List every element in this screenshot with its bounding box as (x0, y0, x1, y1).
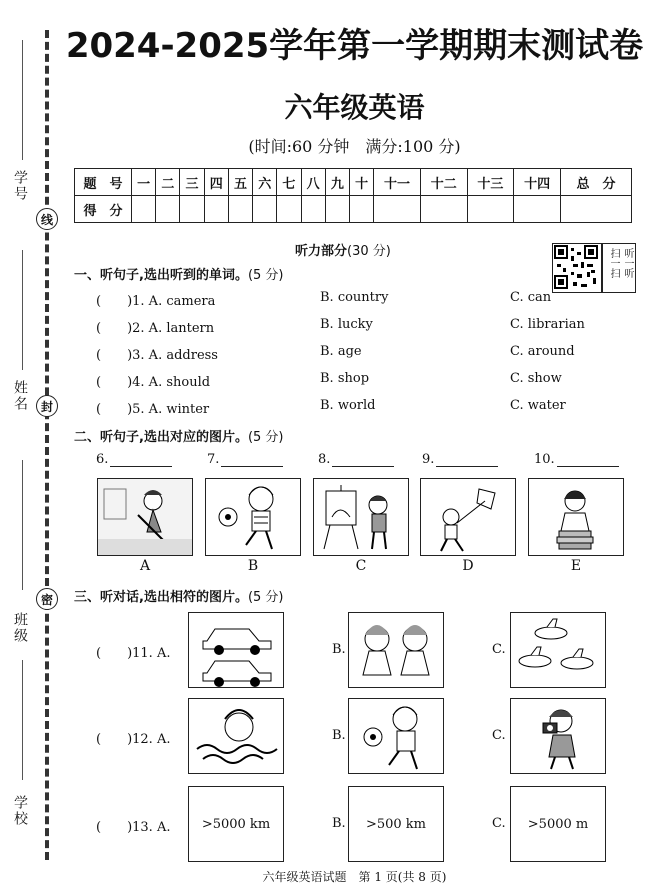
name-label: 姓名 (12, 380, 28, 412)
section2-points: (5 分) (247, 430, 284, 445)
question-option-c: C. water (510, 398, 566, 413)
exam-meta: (时间:60 分钟 满分:100 分) (248, 137, 461, 156)
score-cell[interactable] (514, 196, 561, 223)
blank-label: 7. (207, 452, 220, 467)
question-number-cell: 五 (228, 169, 252, 196)
listening-title: 听力部分 (295, 244, 348, 259)
score-cell[interactable] (467, 196, 514, 223)
picture-dolls (348, 612, 444, 688)
question-11-label: ( )11. A. (96, 646, 171, 661)
qr-code-icon (552, 243, 602, 293)
question-number-cell: 七 (277, 169, 301, 196)
question-option-b: B. age (320, 344, 362, 359)
blank-label: 8. (318, 452, 331, 467)
question-row (96, 290, 636, 308)
picture-cars (188, 612, 284, 688)
option-c-label: C. (492, 728, 506, 743)
field-line (22, 250, 23, 370)
exam-subject: 六年级英语 (284, 91, 425, 124)
answer-blank[interactable] (318, 452, 394, 467)
answer-blank[interactable] (534, 452, 619, 467)
field-line (22, 460, 23, 590)
score-cell[interactable] (132, 196, 156, 223)
score-cell[interactable] (228, 196, 252, 223)
question-number-cell: 十四 (514, 169, 561, 196)
score-cell[interactable] (349, 196, 373, 223)
scan-hint-text: 扫一扫 (608, 248, 619, 278)
question-option-a: ( )5. A. winter (96, 402, 210, 417)
question-option-b: B. lucky (320, 317, 373, 332)
picture-football (205, 478, 301, 556)
question-option-c: C. librarian (510, 317, 585, 332)
question-row (96, 371, 636, 389)
question-option-b: B. shop (320, 371, 370, 386)
question-option-c: C. show (510, 371, 562, 386)
blank-label: 10. (534, 452, 555, 467)
answer-blank[interactable] (96, 452, 172, 467)
question-option-a: ( )3. A. address (96, 348, 218, 363)
score-cell[interactable] (253, 196, 277, 223)
distance-text: >500 km (365, 816, 427, 832)
cut-line (45, 30, 49, 860)
question-option-b: B. world (320, 398, 376, 413)
question-row (96, 344, 636, 362)
question-number-cell: 十 (349, 169, 373, 196)
question-13-label: ( )13. A. (96, 820, 171, 835)
picture-football (348, 698, 444, 774)
answer-blank[interactable] (207, 452, 283, 467)
score-cell[interactable] (301, 196, 325, 223)
question-number-cell: 九 (325, 169, 349, 196)
listening-header (295, 240, 391, 259)
answer-blank[interactable] (422, 452, 498, 467)
option-c-label: C. (492, 816, 506, 831)
choice-letter: A (139, 558, 151, 574)
question-number-cell: 三 (180, 169, 204, 196)
score-table (74, 168, 632, 223)
picture-photographer (510, 698, 606, 774)
question-number-cell: 十二 (420, 169, 467, 196)
listen-hint-text: 听一听 (622, 248, 633, 278)
picture-swimming (188, 698, 284, 774)
option-b-label: B. (332, 816, 346, 831)
blank-label: 9. (422, 452, 435, 467)
question-number-cell: 二 (156, 169, 180, 196)
score-cell[interactable] (204, 196, 228, 223)
score-cell[interactable] (374, 196, 421, 223)
school-label: 学校 (12, 795, 28, 827)
question-number-cell: 十一 (374, 169, 421, 196)
question-option-a: ( )1. A. camera (96, 294, 216, 309)
question-option-b: B. country (320, 290, 389, 305)
picture-sweeping (97, 478, 193, 556)
seal-line: 线 (36, 208, 58, 230)
field-line (22, 40, 23, 160)
seal-seal: 封 (36, 395, 58, 417)
question-row (96, 398, 636, 416)
distance-text: >5000 m (527, 816, 589, 832)
binding-strip (0, 0, 60, 885)
score-row-label: 得 分 (75, 196, 132, 223)
score-cell[interactable] (561, 196, 632, 223)
question-number-cell: 十三 (467, 169, 514, 196)
score-header-label: 题 号 (75, 169, 132, 196)
picture-kite (420, 478, 516, 556)
question-number-cell: 一 (132, 169, 156, 196)
section1-title (74, 264, 284, 283)
section3-points: (5 分) (247, 590, 284, 605)
option-b-label: B. (332, 642, 346, 657)
choice-letter: C (355, 558, 367, 574)
listening-points: (30 分) (347, 244, 391, 259)
score-cell[interactable] (277, 196, 301, 223)
picture-painting (313, 478, 409, 556)
question-number-cell: 总 分 (561, 169, 632, 196)
choice-letter: D (462, 558, 474, 574)
page-footer: 六年级英语试题 第 1 页(共 8 页) (262, 870, 447, 884)
score-cell[interactable] (420, 196, 467, 223)
score-cell[interactable] (325, 196, 349, 223)
choice-letter: E (570, 558, 582, 574)
score-cell[interactable] (180, 196, 204, 223)
field-line (22, 660, 23, 780)
section2-title (74, 426, 284, 445)
option-b-label: B. (332, 728, 346, 743)
picture-reading (528, 478, 624, 556)
option-box (348, 786, 444, 862)
blank-label: 6. (96, 452, 109, 467)
exam-title: 2024-2025学年第一学期期末测试卷 (65, 26, 644, 66)
seal-secret: 密 (36, 588, 58, 610)
option-box (188, 786, 284, 862)
student-id-label: 学号 (12, 170, 28, 202)
distance-text: >5000 km (201, 816, 271, 832)
question-number-cell: 四 (204, 169, 228, 196)
question-row (96, 317, 636, 335)
picture-planes (510, 612, 606, 688)
section1-title-text: 一、听句子,选出听到的单词。 (74, 268, 248, 283)
scan-hint (602, 243, 636, 293)
question-option-c: C. can (510, 290, 552, 305)
score-cell[interactable] (156, 196, 180, 223)
option-box (510, 786, 606, 862)
question-number-cell: 八 (301, 169, 325, 196)
section1-points: (5 分) (247, 268, 284, 283)
question-option-a: ( )4. A. should (96, 375, 211, 390)
class-label: 班级 (12, 612, 28, 644)
question-number-cell: 六 (253, 169, 277, 196)
option-c-label: C. (492, 642, 506, 657)
section2-title-text: 二、听句子,选出对应的图片。 (74, 430, 248, 445)
choice-letter: B (247, 558, 259, 574)
question-option-a: ( )2. A. lantern (96, 321, 215, 336)
question-option-c: C. around (510, 344, 575, 359)
question-12-label: ( )12. A. (96, 732, 171, 747)
section3-title (74, 586, 284, 605)
section3-title-text: 三、听对话,选出相符的图片。 (74, 590, 248, 605)
